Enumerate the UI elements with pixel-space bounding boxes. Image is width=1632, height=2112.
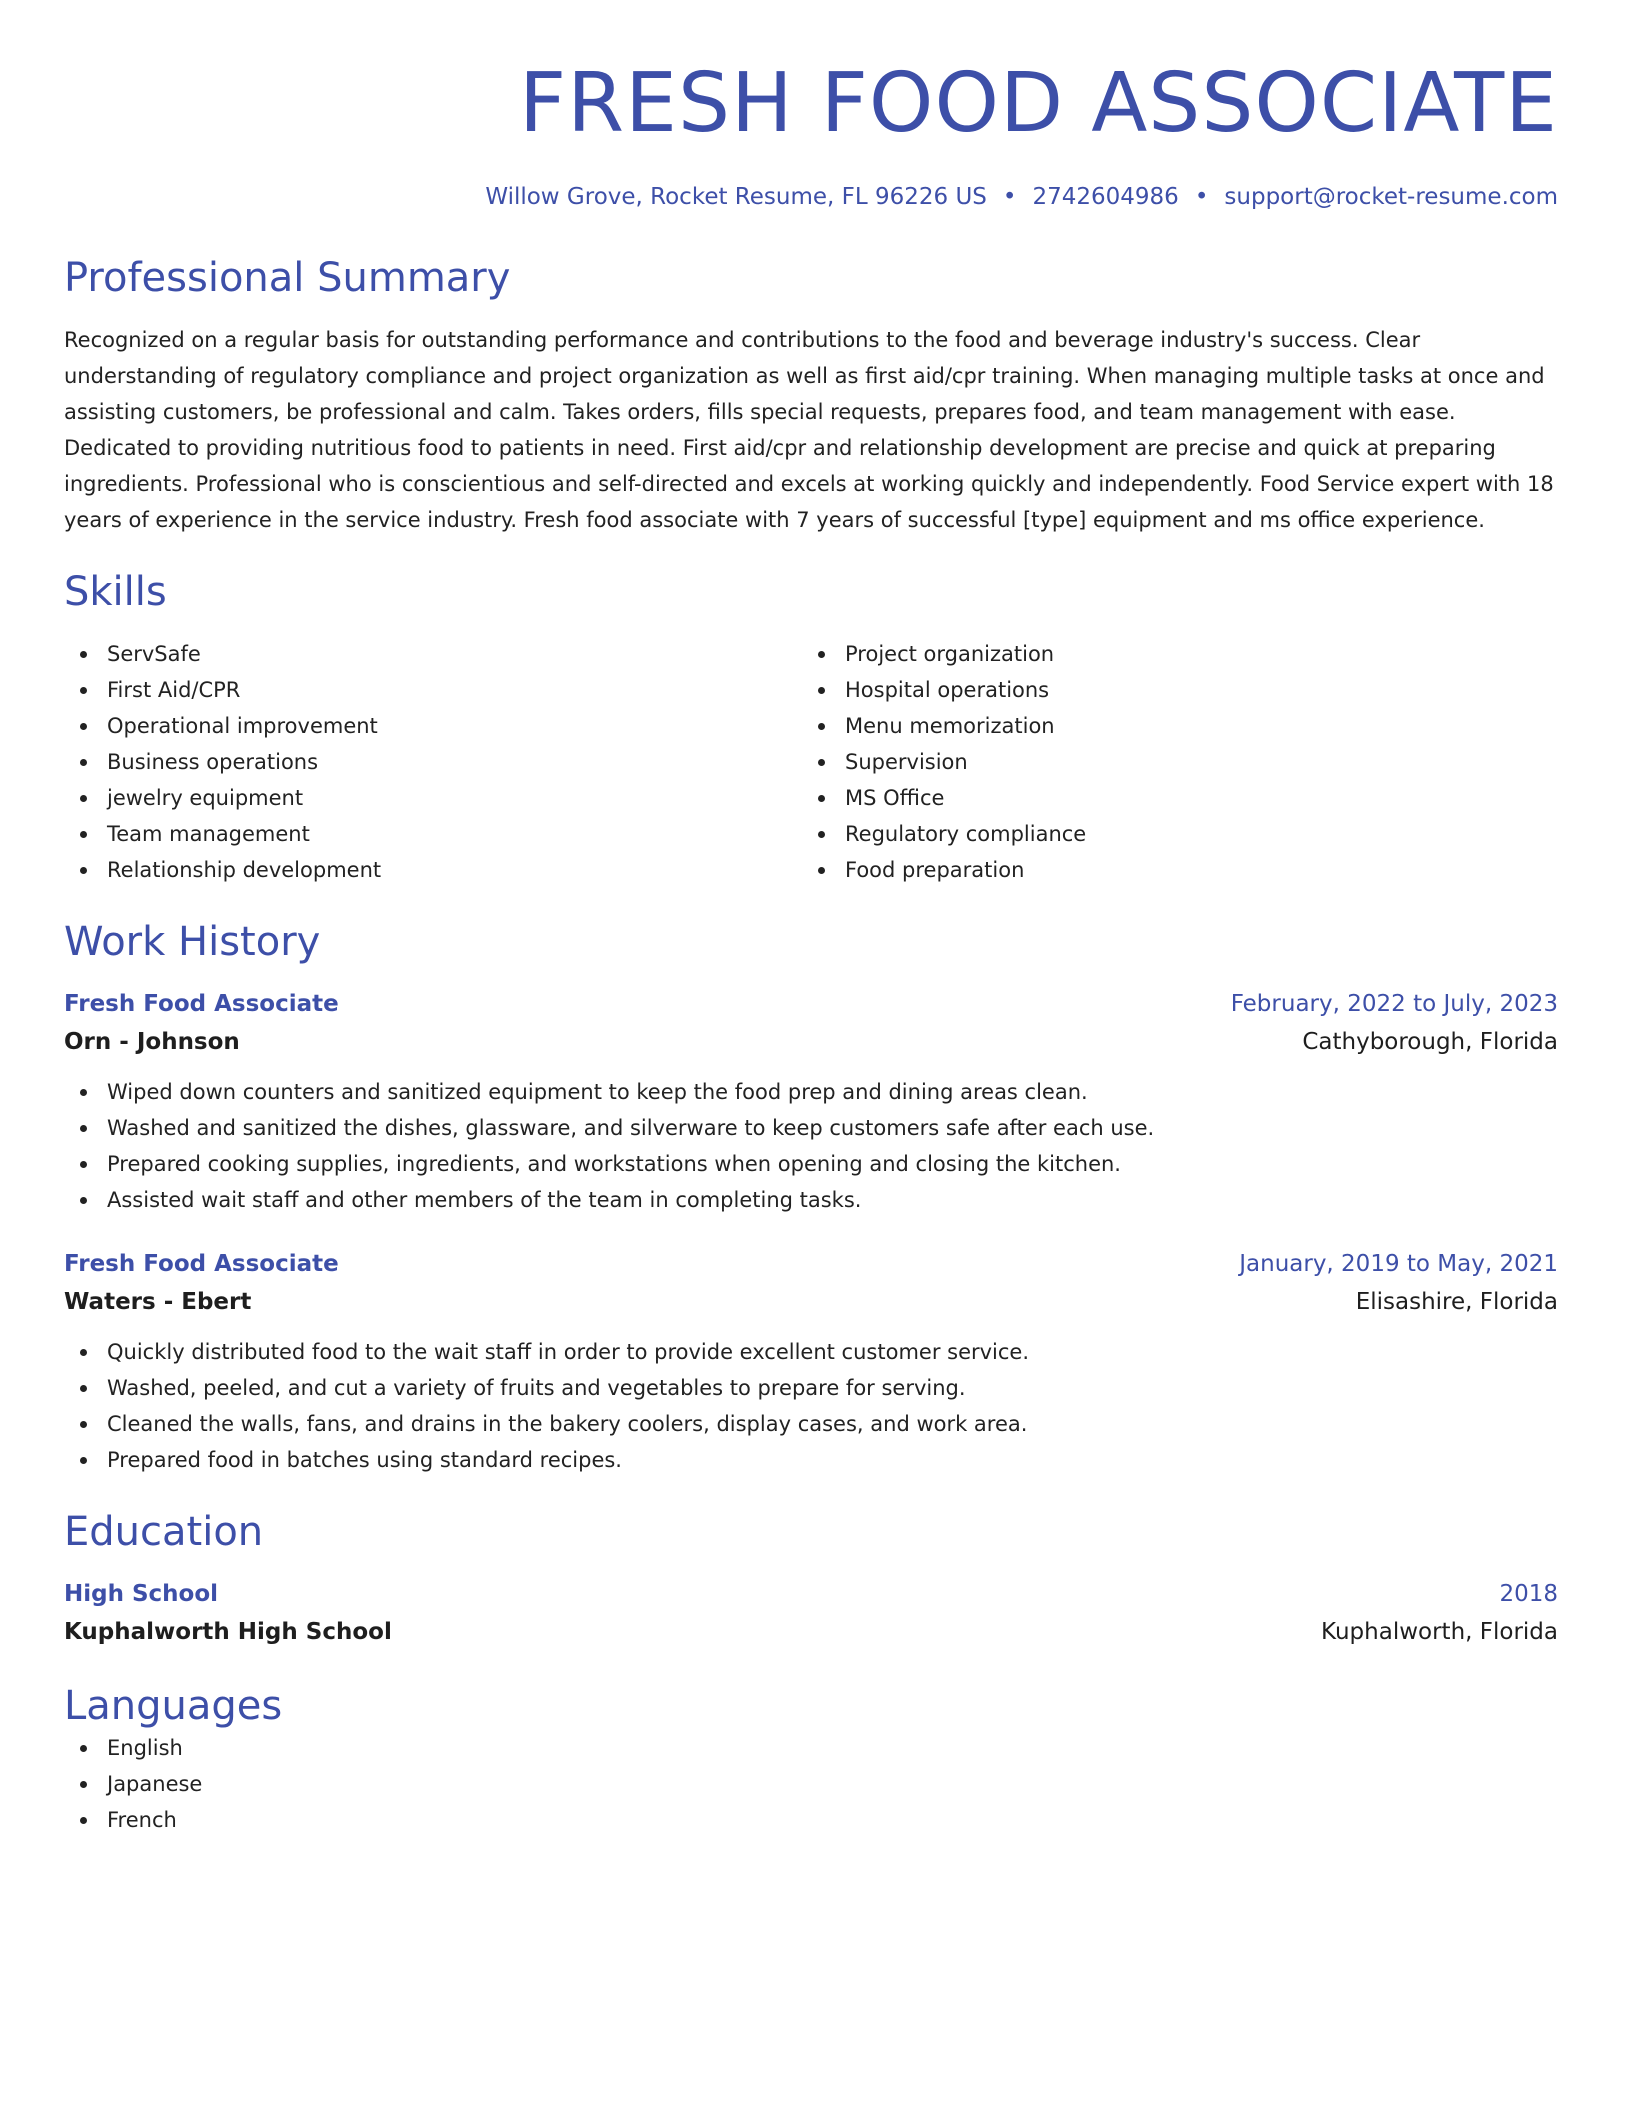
skills-column-right — [802, 636, 1540, 888]
job-duty-item: Assisted wait staff and other members of the team in completing tasks. — [64, 1182, 1558, 1218]
skill-item: ServSafe — [64, 636, 802, 672]
skill-item: Food preparation — [802, 852, 1540, 888]
education-year: 2018 — [1499, 1581, 1558, 1607]
skill-item: Team management — [64, 816, 802, 852]
education-school: Kuphalworth High School — [64, 1619, 392, 1645]
resume-name-heading: FRESH FOOD ASSOCIATE — [519, 56, 1558, 151]
contact-separator: • — [1002, 184, 1017, 210]
skill-item: First Aid/CPR — [64, 672, 802, 708]
education-section-title: Education — [64, 1509, 264, 1555]
job-entry — [64, 986, 1558, 1218]
education-entry — [64, 1576, 1558, 1652]
skill-item: Operational improvement — [64, 708, 802, 744]
skill-item: MS Office — [802, 780, 1540, 816]
education-degree: High School — [64, 1581, 219, 1607]
job-location: Cathyborough, Florida — [1302, 1029, 1558, 1055]
languages-section-title: Languages — [64, 1683, 283, 1729]
language-item: Japanese — [64, 1766, 1558, 1802]
job-duties-list — [64, 1334, 1558, 1478]
contact-address: Willow Grove, Rocket Resume, FL 96226 US — [485, 184, 987, 210]
work-history-section-title: Work History — [64, 919, 321, 965]
job-duty-item: Quickly distributed food to the wait staff in order to provide excellent customer service. — [64, 1334, 1558, 1370]
job-duty-item: Washed and sanitized the dishes, glassware, and silverware to keep customers safe after each use. — [64, 1110, 1558, 1146]
job-header-row — [64, 1246, 1558, 1282]
education-location: Kuphalworth, Florida — [1321, 1619, 1558, 1645]
job-title: Fresh Food Associate — [64, 1251, 339, 1277]
job-company-row — [64, 1282, 1558, 1322]
job-dates: January, 2019 to May, 2021 — [1239, 1251, 1558, 1277]
skills-list — [64, 636, 1558, 888]
job-title: Fresh Food Associate — [64, 991, 339, 1017]
language-item: French — [64, 1802, 1558, 1838]
skill-item: Hospital operations — [802, 672, 1540, 708]
contact-phone: 2742604986 — [1032, 184, 1179, 210]
summary-section-title: Professional Summary — [64, 255, 511, 301]
skill-item: Supervision — [802, 744, 1540, 780]
job-company-row — [64, 1022, 1558, 1062]
job-duty-item: Wiped down counters and sanitized equipment to keep the food prep and dining areas clean. — [64, 1074, 1558, 1110]
contact-email: support@rocket-resume.com — [1224, 184, 1558, 210]
job-entry — [64, 1246, 1558, 1478]
skill-item: Menu memorization — [802, 708, 1540, 744]
resume-page — [64, 0, 1558, 1838]
skill-item: jewelry equipment — [64, 780, 802, 816]
job-duty-item: Prepared food in batches using standard recipes. — [64, 1442, 1558, 1478]
job-dates: February, 2022 to July, 2023 — [1230, 991, 1558, 1017]
job-duty-item: Prepared cooking supplies, ingredients, and workstations when opening and closing the kitchen. — [64, 1146, 1558, 1182]
job-company: Waters - Ebert — [64, 1289, 252, 1315]
skill-item: Relationship development — [64, 852, 802, 888]
languages-list — [64, 1730, 1558, 1838]
contact-separator: • — [1194, 184, 1209, 210]
job-header-row — [64, 986, 1558, 1022]
education-header-row — [64, 1576, 1558, 1612]
education-school-row — [64, 1612, 1558, 1652]
skill-item: Regulatory compliance — [802, 816, 1540, 852]
job-duty-item: Cleaned the walls, fans, and drains in the bakery coolers, display cases, and work area. — [64, 1406, 1558, 1442]
skill-item: Project organization — [802, 636, 1540, 672]
job-duties-list — [64, 1074, 1558, 1218]
skill-item: Business operations — [64, 744, 802, 780]
job-company: Orn - Johnson — [64, 1029, 240, 1055]
skills-section-title: Skills — [64, 569, 167, 615]
job-duty-item: Washed, peeled, and cut a variety of fruits and vegetables to prepare for serving. — [64, 1370, 1558, 1406]
contact-line — [64, 182, 1558, 212]
summary-text: Recognized on a regular basis for outstanding performance and contributions to the food and beverage industry's success. Clear understanding of regulatory compliance and project organization as well as first aid/cpr training. When managing multiple tasks at once and assisting customers, be professional and calm. Takes orders, fills special requests, prepares food, and team management with ease. Dedicated to providing nutritious food to patients in need. First aid/cpr and relationship development are precise and quick at preparing ingredients. Professional who is conscientious and self-directed and excels at working quickly and independently. Food Service expert with 18 years of experience in the service industry. Fresh food associate with 7 years of successful [type] equipment and ms office experience. — [64, 328, 1554, 532]
language-item: English — [64, 1730, 1558, 1766]
job-location: Elisashire, Florida — [1355, 1289, 1558, 1315]
skills-column-left — [64, 636, 802, 888]
